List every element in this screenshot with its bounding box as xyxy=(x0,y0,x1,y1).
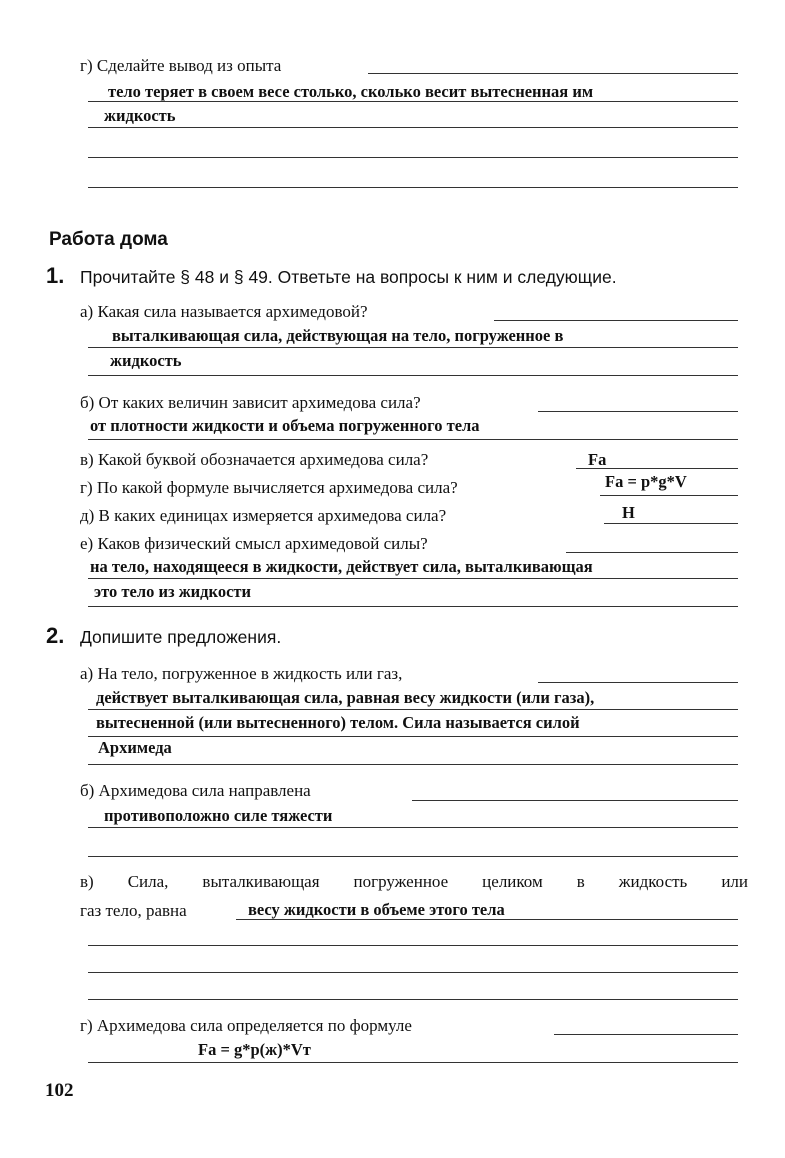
answer-line xyxy=(88,972,738,973)
task2-a-question: а) На тело, погруженное в жидкость или газ, xyxy=(80,664,403,683)
task1-e-question: е) Каков физический смысл архимедовой силы? xyxy=(80,534,428,553)
task2-text: Допишите предложения. xyxy=(80,627,282,647)
top-answer-line-2: жидкость xyxy=(104,106,176,125)
answer-line xyxy=(88,999,738,1000)
answer-line xyxy=(88,187,738,188)
task1-a-question: а) Какая сила называется архимедовой? xyxy=(80,302,368,321)
answer-line xyxy=(538,682,738,683)
top-answer-line-1: тело теряет в своем весе столько, сколько весит вытесненная им xyxy=(108,82,594,101)
task1-d-answer: Н xyxy=(622,503,635,522)
task1-number: 1. xyxy=(46,263,65,288)
answer-line xyxy=(554,1034,738,1035)
answer-line xyxy=(600,495,738,496)
answer-line xyxy=(236,919,738,920)
answer-line xyxy=(88,827,738,828)
answer-line xyxy=(88,127,738,128)
answer-line xyxy=(604,523,738,524)
task1-text: Прочитайте § 48 и § 49. Ответьте на вопросы к ним и следующие. xyxy=(80,267,617,287)
answer-line xyxy=(566,552,738,553)
task2-v-answer: весу жидкости в объеме этого тела xyxy=(248,900,505,919)
task1-e-answer-2: это тело из жидкости xyxy=(94,582,252,601)
task2-v-question-line-2: газ тело, равна xyxy=(80,901,187,920)
answer-line xyxy=(88,101,738,102)
answer-line xyxy=(412,800,738,801)
answer-line xyxy=(88,709,738,710)
task1-g-question: г) По какой формуле вычисляется архимедова сила? xyxy=(80,478,458,497)
task1-a-answer-2: жидкость xyxy=(110,351,182,370)
answer-line xyxy=(88,736,738,737)
top-item-g-label: г) Сделайте вывод из опыта xyxy=(80,56,282,75)
answer-line xyxy=(88,606,738,607)
task2-b-answer-1: противоположно силе тяжести xyxy=(104,806,333,825)
task2-a-answer-3: Архимеда xyxy=(98,738,172,757)
page-number: 102 xyxy=(45,1080,74,1101)
task2-g-question: г) Архимедова сила определяется по формуле xyxy=(80,1016,412,1035)
answer-line xyxy=(88,1062,738,1063)
task1-e-answer-1: на тело, находящееся в жидкости, действует сила, выталкивающая xyxy=(90,557,593,576)
answer-line xyxy=(88,856,738,857)
task2-number: 2. xyxy=(46,623,65,648)
answer-line xyxy=(88,347,738,348)
task2-g-answer: Fa = g*p(ж)*Vт xyxy=(198,1040,311,1059)
task2-v-question-line-1: в) Сила, выталкивающая погруженное целиком в жидкость или xyxy=(80,872,748,891)
task2-a-answer-1: действует выталкивающая сила, равная весу жидкости (или газа), xyxy=(96,688,595,707)
answer-line xyxy=(88,764,738,765)
task1-d-question: д) В каких единицах измеряется архимедова сила? xyxy=(80,506,447,525)
task2-a-answer-2: вытесненной (или вытесненного) телом. Сила называется силой xyxy=(96,713,580,732)
task1-v-question: в) Какой буквой обозначается архимедова сила? xyxy=(80,450,429,469)
answer-line xyxy=(538,411,738,412)
section-title: Работа дома xyxy=(49,229,168,250)
answer-line xyxy=(88,439,738,440)
answer-line xyxy=(88,578,738,579)
answer-line xyxy=(88,375,738,376)
task2-b-question: б) Архимедова сила направлена xyxy=(80,781,311,800)
answer-line xyxy=(88,157,738,158)
answer-line xyxy=(368,73,738,74)
task1-g-answer: Fa = p*g*V xyxy=(605,472,687,491)
answer-line xyxy=(576,468,738,469)
task1-a-answer-1: выталкивающая сила, действующая на тело, погруженное в xyxy=(112,326,564,345)
answer-line xyxy=(88,945,738,946)
task1-b-answer-1: от плотности жидкости и объема погруженного тела xyxy=(90,416,480,435)
task1-b-question: б) От каких величин зависит архимедова сила? xyxy=(80,393,421,412)
task1-v-answer: Fa xyxy=(588,450,607,469)
answer-line xyxy=(494,320,738,321)
